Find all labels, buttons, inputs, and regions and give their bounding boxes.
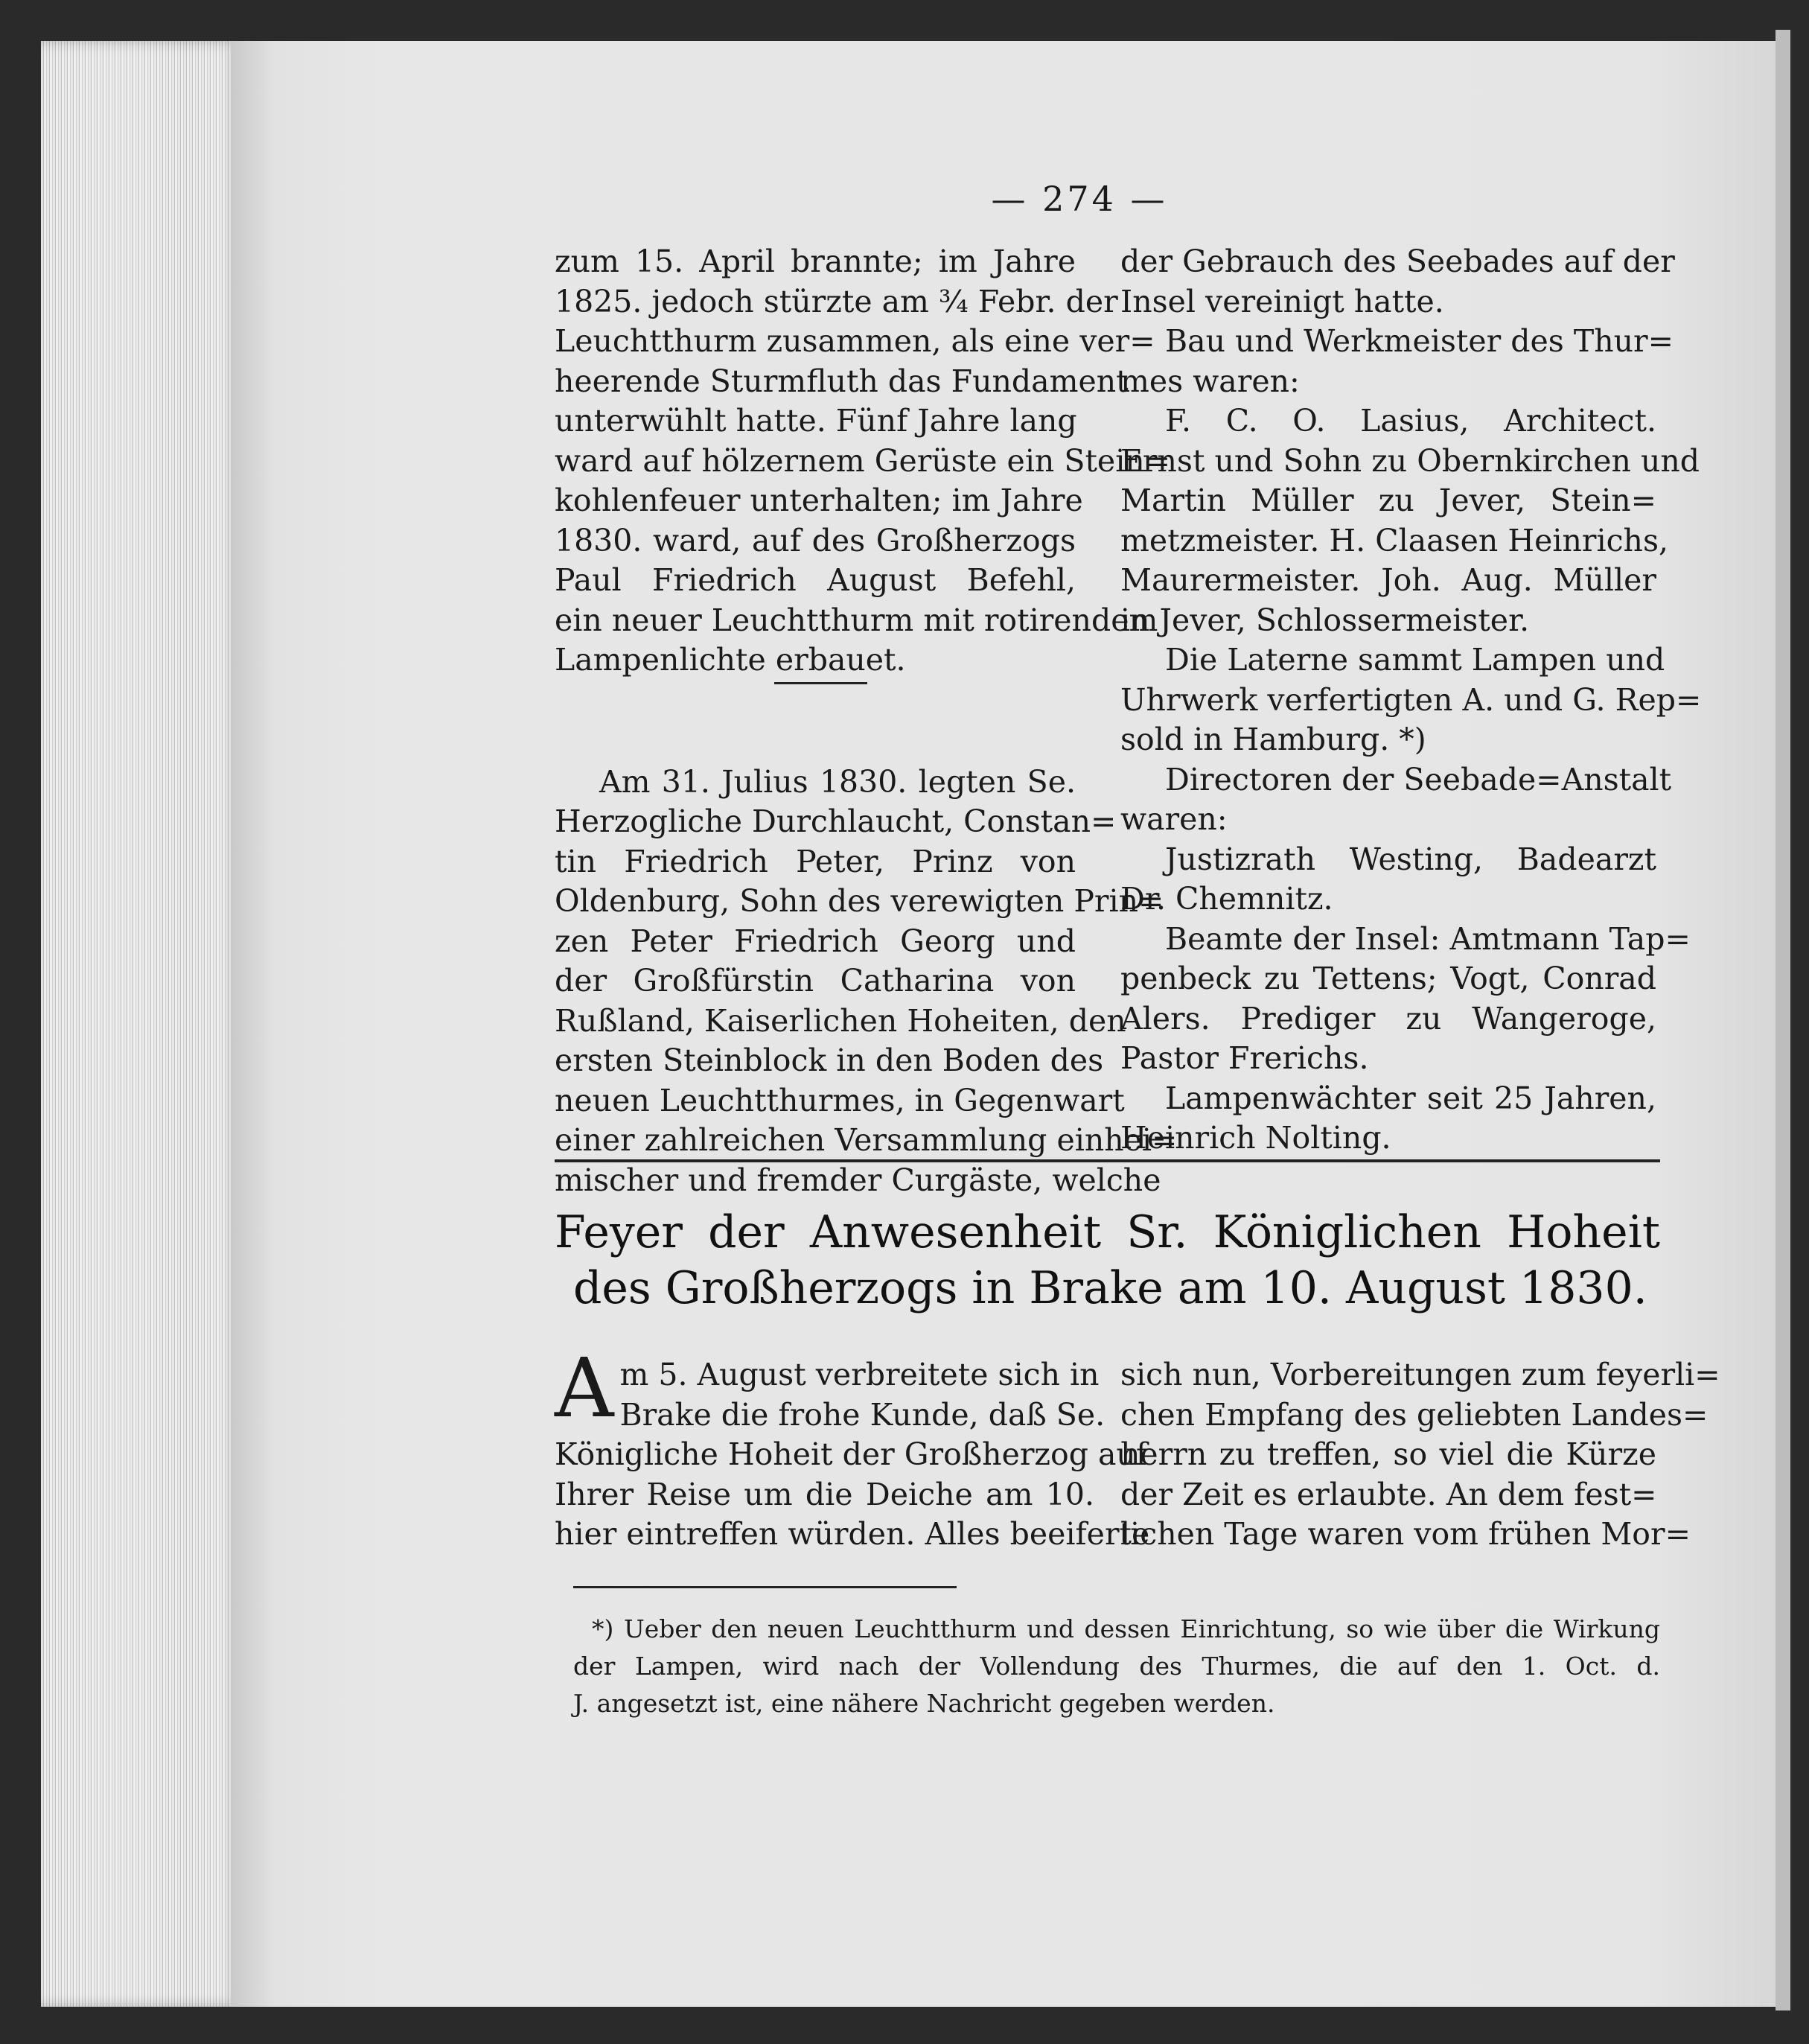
right-column-bottom [1120,1355,1720,1555]
article-heading-line-2: des Großherzogs in Brake am 10. August 1830. [573,1262,1647,1314]
text-line: der Zeit es erlaubte. An dem fest= [1120,1476,1657,1512]
text-line: Paul Friedrich August Befehl, [555,562,1076,598]
text-line: Maurermeister. Joh. Aug. Müller [1120,562,1656,598]
footnote [573,1611,1660,1722]
text-line: m 5. August verbreitete sich in [619,1357,1100,1392]
book-page-edges [41,41,242,2007]
footnote-line: J. angesetzt ist, eine nähere Nachricht gegeben werden. [573,1689,1275,1718]
text-line: hier eintreffen würden. Alles beeiferte [555,1516,1150,1552]
text-line: Die Laterne sammt Lampen und [1165,642,1665,678]
text-line: mes waren: [1120,363,1300,399]
text-line: kohlenfeuer unterhalten; im Jahre [555,483,1083,518]
text-line: sich nun, Vorbereitungen zum feyerli= [1120,1357,1720,1392]
page-right-edge [1776,30,1790,2010]
page-number: — 274 — [991,179,1168,219]
text-line: ersten Steinblock in den Boden des [555,1042,1104,1078]
text-line: der Gebrauch des Seebades auf der [1120,243,1675,279]
text-line: Martin Müller zu Jever, Stein= [1120,483,1656,518]
text-line: penbeck zu Tettens; Vogt, Conrad [1120,961,1656,996]
text-line: tin Friedrich Peter, Prinz von [555,843,1076,879]
text-line: Ernst und Sohn zu Obernkirchen und [1120,442,1700,479]
text-line: waren: [1120,801,1228,837]
text-line: Herzogliche Durchlaucht, Constan= [555,803,1117,839]
text-line: neuen Leuchtthurmes, in Gegenwart [555,1082,1125,1118]
text-line: in Jever, Schlossermeister. [1120,602,1530,638]
text-line: Leuchtthurm zusammen, als eine ver= [555,323,1155,359]
section-divider-long [555,1159,1660,1162]
text-line: Alers. Prediger zu Wangeroge, [1120,1000,1656,1037]
text-line: Lampenwächter seit 25 Jahren, [1165,1080,1656,1116]
text-line: unterwühlt hatte. Fünf Jahre lang [555,403,1077,439]
text-line: Brake die frohe Kunde, daß Se. [619,1396,1106,1433]
text-line: Oldenburg, Sohn des verewigten Prin= [555,883,1164,919]
right-column-top [1120,242,1702,1159]
text-line: Rußland, Kaiserlichen Hoheiten, den [555,1002,1126,1039]
text-line: heerende Sturmfluth das Fundament [555,363,1129,399]
text-line: der Großfürstin Catharina von [555,963,1076,999]
text-line: Dr. Chemnitz. [1120,881,1333,917]
text-line: herrn zu treffen, so viel die Kürze [1120,1436,1656,1472]
footnote-rule [573,1586,957,1588]
text-line: Insel vereinigt hatte. [1120,283,1444,319]
text-line: zen Peter Friedrich Georg und [555,923,1076,959]
footnote-line: der Lampen, wird nach der Vollendung des Thurmes, die auf den 1. Oct. d. [573,1652,1660,1681]
footnote-line: *) Ueber den neuen Leuchtthurm und dessen Einrichtung, so wie über die Wirkung [592,1614,1660,1643]
text-line: lichen Tage waren vom frühen Mor= [1120,1516,1691,1552]
text-line: Justizrath Westing, Badearzt [1165,841,1656,877]
text-line: einer zahlreichen Versammlung einhei= [555,1122,1178,1158]
text-line: Lampenlichte erbauet. [555,642,906,678]
text-line: zum 15. April brannte; im Jahre [555,243,1076,279]
text-line: Heinrich Nolting. [1120,1120,1391,1156]
section-divider-short [774,682,867,684]
text-line: Am 31. Julius 1830. legten Se. [599,763,1076,800]
text-line: ward auf hölzernem Gerüste ein Stein= [555,442,1171,479]
text-line: F. C. O. Lasius, Architect. [1165,403,1656,439]
text-line: mischer und fremder Curgäste, welche [555,1162,1161,1198]
text-line: ein neuer Leuchtthurm mit rotirendem [555,602,1158,638]
text-line: Königliche Hoheit der Großherzog auf [555,1436,1148,1472]
text-line: Bau und Werkmeister des Thur= [1165,323,1674,359]
text-line: chen Empfang des geliebten Landes= [1120,1396,1708,1433]
text-line: Beamte der Insel: Amtmann Tap= [1165,920,1691,957]
text-line: 1825. jedoch stürzte am ¾ Febr. der [555,283,1118,319]
text-line: Directoren der Seebade=Anstalt [1165,761,1672,797]
text-line: Ihrer Reise um die Deiche am 10. [555,1476,1094,1512]
text-line: metzmeister. H. Claasen Heinrichs, [1120,522,1669,558]
text-line: Pastor Frerichs. [1120,1040,1369,1076]
drop-cap-letter: A [555,1340,614,1436]
text-line: sold in Hamburg. *) [1120,722,1426,757]
left-column-bottom [555,1340,1150,1555]
paragraph-gap [555,681,1076,762]
article-heading-line-1: Feyer der Anwesenheit Sr. Königlichen Hoheit [555,1206,1660,1258]
text-line: Uhrwerk verfertigten A. und G. Rep= [1120,681,1702,718]
text-line: 1830. ward, auf des Großherzogs [555,522,1076,558]
